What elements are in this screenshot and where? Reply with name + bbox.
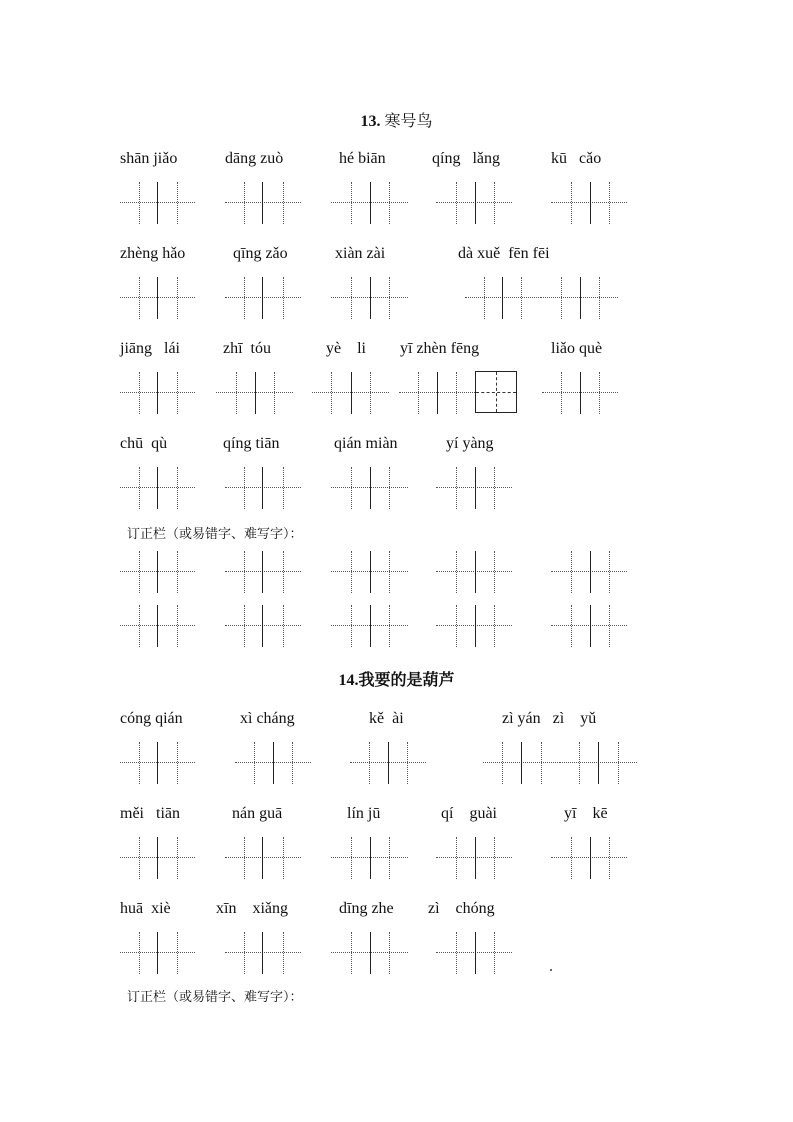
grid-dotted-guide [369, 742, 370, 784]
grid-dotted-guide [283, 605, 284, 647]
grid-dotted-guide [571, 837, 572, 879]
grid-dotted-guide [283, 551, 284, 593]
writing-grid[interactable] [551, 837, 627, 879]
grid-dotted-guide [177, 837, 178, 879]
grid-dotted-guide [177, 467, 178, 509]
writing-grid[interactable] [120, 742, 195, 784]
grid-solid-divider [157, 372, 158, 414]
grid-dotted-guide [351, 277, 352, 319]
writing-grid[interactable] [120, 932, 195, 974]
writing-grid[interactable] [331, 182, 408, 224]
grid-dotted-guide [494, 551, 495, 593]
grid-dotted-baseline [225, 625, 301, 626]
grid-solid-divider [437, 372, 438, 414]
writing-grid[interactable] [436, 467, 512, 509]
grid-solid-divider [157, 277, 158, 319]
grid-dotted-guide [571, 551, 572, 593]
grid-dotted-guide [139, 932, 140, 974]
grid-solid-divider [388, 742, 389, 784]
grid-solid-divider [580, 277, 581, 319]
grid-solid-divider [370, 551, 371, 593]
writing-grid[interactable] [436, 932, 512, 974]
grid-dotted-guide [609, 837, 610, 879]
pinyin-word: měi tiān [120, 805, 180, 822]
grid-solid-divider [590, 551, 591, 593]
grid-dotted-guide [177, 372, 178, 414]
pinyin-word: dāng zuò [225, 150, 284, 167]
grid-dotted-guide [541, 742, 542, 784]
grid-dotted-guide [283, 277, 284, 319]
grid-solid-divider [475, 837, 476, 879]
writing-grid[interactable] [399, 372, 475, 414]
grid-solid-divider [598, 742, 599, 784]
correction-label: 订正栏（或易错字、难写字）： [127, 527, 303, 542]
writing-grid[interactable] [551, 182, 627, 224]
writing-grid[interactable] [120, 551, 195, 593]
pinyin-word: dà xuě fēn fēi [458, 245, 550, 262]
grid-dotted-guide [139, 467, 140, 509]
grid-solid-divider [580, 372, 581, 414]
grid-dotted-guide [283, 932, 284, 974]
grid-solid-divider [273, 742, 274, 784]
grid-dotted-guide [236, 372, 237, 414]
pinyin-word: yè li [326, 340, 366, 357]
lesson-13-name: 寒号鸟 [384, 113, 433, 130]
pinyin-word: qián miàn [334, 435, 398, 452]
writing-grid[interactable] [225, 932, 301, 974]
grid-dotted-guide [521, 277, 522, 319]
grid-solid-divider [262, 837, 263, 879]
lesson-13-number: 13. [360, 113, 381, 130]
grid-solid-divider [157, 467, 158, 509]
pinyin-word: liǎo què [551, 340, 603, 357]
grid-solid-divider [351, 372, 352, 414]
writing-grid[interactable] [331, 467, 408, 509]
grid-dotted-guide [494, 932, 495, 974]
writing-grid[interactable] [120, 182, 195, 224]
pinyin-word: kū cǎo [551, 150, 602, 167]
grid-dotted-guide [351, 837, 352, 879]
grid-dotted-guide [456, 182, 457, 224]
grid-dotted-baseline [551, 625, 627, 626]
grid-dotted-guide [351, 605, 352, 647]
grid-dotted-guide [177, 742, 178, 784]
grid-dotted-guide [561, 277, 562, 319]
grid-dotted-guide [599, 277, 600, 319]
grid-solid-divider [262, 605, 263, 647]
grid-dotted-guide [579, 742, 580, 784]
grid-solid-divider [590, 837, 591, 879]
writing-grid[interactable] [331, 551, 408, 593]
pinyin-word: qíng tiān [223, 435, 280, 452]
grid-dotted-guide [571, 605, 572, 647]
grid-dotted-guide [370, 372, 371, 414]
writing-grid[interactable] [436, 551, 512, 593]
grid-solid-divider [370, 467, 371, 509]
writing-grid[interactable] [225, 837, 301, 879]
writing-grid[interactable] [225, 277, 301, 319]
writing-grid[interactable] [436, 605, 512, 647]
grid-dotted-guide [139, 372, 140, 414]
grid-dotted-guide [418, 372, 419, 414]
writing-grid[interactable] [551, 605, 627, 647]
pinyin-word: xì cháng [240, 710, 295, 727]
grid-dotted-baseline [436, 952, 512, 953]
grid-dotted-guide [274, 372, 275, 414]
pinyin-word: yī kē [564, 805, 608, 822]
grid-dotted-guide [571, 182, 572, 224]
grid-solid-divider [262, 932, 263, 974]
grid-solid-divider [521, 742, 522, 784]
grid-dotted-guide [139, 837, 140, 879]
grid-dotted-baseline [225, 571, 301, 572]
grid-solid-divider [157, 837, 158, 879]
grid-dotted-guide [139, 551, 140, 593]
grid-dotted-guide [244, 837, 245, 879]
grid-dotted-guide [389, 467, 390, 509]
grid-dotted-guide [389, 605, 390, 647]
grid-dotted-baseline [436, 625, 512, 626]
grid-dotted-baseline [436, 571, 512, 572]
writing-grid[interactable] [436, 837, 512, 879]
grid-dotted-guide [456, 372, 457, 414]
writing-grid[interactable] [235, 742, 311, 784]
grid-solid-divider [475, 605, 476, 647]
writing-grid[interactable] [120, 837, 195, 879]
writing-grid[interactable] [216, 372, 293, 414]
grid-dotted-baseline [225, 857, 301, 858]
grid-solid-divider [157, 605, 158, 647]
writing-grid[interactable] [225, 467, 301, 509]
grid-solid-divider [475, 551, 476, 593]
grid-solid-divider [370, 182, 371, 224]
grid-solid-divider [262, 182, 263, 224]
grid-dotted-guide [139, 182, 140, 224]
pinyin-word: qīng zǎo [233, 245, 288, 262]
grid-dotted-guide [331, 372, 332, 414]
writing-grid[interactable] [225, 182, 301, 224]
writing-grid[interactable] [541, 277, 618, 319]
pinyin-word: nán guā [232, 805, 283, 822]
grid-solid-divider [370, 837, 371, 879]
grid-solid-divider [475, 467, 476, 509]
grid-dotted-guide [139, 742, 140, 784]
pinyin-word: shān jiǎo [120, 150, 178, 167]
grid-dotted-guide [244, 182, 245, 224]
pinyin-word: zhī tóu [223, 340, 271, 357]
grid-dotted-guide [139, 605, 140, 647]
grid-dotted-baseline [436, 487, 512, 488]
writing-grid[interactable] [350, 742, 426, 784]
grid-dotted-guide [177, 605, 178, 647]
grid-dotted-guide [484, 277, 485, 319]
grid-dotted-guide [456, 467, 457, 509]
correction-label: 订正栏（或易错字、难写字）： [127, 990, 303, 1005]
grid-dotted-baseline [225, 297, 301, 298]
grid-dotted-guide [456, 932, 457, 974]
grid-dotted-guide [561, 372, 562, 414]
grid-dotted-baseline [225, 487, 301, 488]
grid-dotted-baseline [551, 202, 627, 203]
pinyin-word: jiāng lái [120, 340, 180, 357]
grid-solid-divider [590, 605, 591, 647]
grid-dotted-guide [283, 837, 284, 879]
grid-dotted-guide [407, 742, 408, 784]
writing-grid[interactable] [225, 551, 301, 593]
pinyin-word: cóng qián [120, 710, 183, 727]
grid-solid-divider [157, 932, 158, 974]
grid-dotted-guide [389, 551, 390, 593]
grid-solid-divider [475, 932, 476, 974]
grid-dotted-baseline [436, 857, 512, 858]
pinyin-word: xiàn zài [335, 245, 386, 262]
pinyin-word: zhèng hǎo [120, 245, 186, 262]
writing-grid[interactable] [483, 742, 560, 784]
writing-grid[interactable] [465, 277, 541, 319]
pinyin-word: zì yán zì yǔ [502, 710, 597, 727]
pinyin-word: dīng zhe [339, 900, 394, 917]
grid-dotted-guide [494, 837, 495, 879]
grid-solid-divider [255, 372, 256, 414]
grid-dotted-guide [502, 742, 503, 784]
grid-dotted-baseline [436, 202, 512, 203]
grid-dotted-guide [389, 837, 390, 879]
writing-grid[interactable] [551, 551, 627, 593]
grid-dotted-guide [351, 932, 352, 974]
grid-dotted-guide [139, 277, 140, 319]
grid-dotted-baseline [225, 202, 301, 203]
grid-dotted-guide [177, 277, 178, 319]
grid-dotted-baseline [465, 297, 541, 298]
grid-dotted-guide [351, 467, 352, 509]
grid-dotted-guide [456, 605, 457, 647]
pinyin-word: yí yàng [446, 435, 494, 452]
grid-solid-divider [157, 182, 158, 224]
grid-dotted-guide [456, 837, 457, 879]
pinyin-word: yī zhèn fēng [400, 340, 480, 357]
grid-dotted-guide [494, 182, 495, 224]
grid-dotted-guide [609, 551, 610, 593]
grid-dotted-guide [254, 742, 255, 784]
pinyin-word: xīn xiǎng [216, 900, 288, 917]
grid-dotted-guide [177, 932, 178, 974]
writing-grid[interactable] [542, 372, 618, 414]
grid-solid-divider [262, 551, 263, 593]
lesson-14-title: 14.我要的是葫芦 [338, 672, 455, 689]
grid-solid-divider [262, 467, 263, 509]
grid-dotted-guide [292, 742, 293, 784]
grid-solid-divider [370, 932, 371, 974]
grid-dotted-guide [456, 551, 457, 593]
pinyin-word: hé biān [339, 150, 386, 167]
grid-dotted-guide [599, 372, 600, 414]
grid-solid-divider [370, 605, 371, 647]
practice-box[interactable] [475, 371, 517, 413]
grid-dotted-guide [244, 467, 245, 509]
grid-dotted-baseline [225, 952, 301, 953]
box-midline [496, 372, 497, 412]
lesson-13-title [0, 108, 793, 131]
writing-grid[interactable] [331, 932, 408, 974]
grid-solid-divider [475, 182, 476, 224]
writing-grid[interactable] [120, 277, 195, 319]
grid-dotted-baseline [551, 857, 627, 858]
pinyin-word: lín jū [347, 805, 381, 822]
writing-grid[interactable] [120, 605, 195, 647]
grid-dotted-guide [177, 182, 178, 224]
pinyin-word: qíng lǎng [432, 150, 500, 167]
grid-dotted-guide [494, 605, 495, 647]
pinyin-word: chū qù [120, 435, 168, 452]
grid-dotted-guide [244, 605, 245, 647]
grid-solid-divider [502, 277, 503, 319]
grid-dotted-guide [389, 932, 390, 974]
grid-dotted-guide [609, 182, 610, 224]
pinyin-word: qí guài [441, 805, 497, 822]
grid-solid-divider [370, 277, 371, 319]
grid-dotted-guide [351, 182, 352, 224]
grid-dotted-guide [389, 182, 390, 224]
writing-grid[interactable] [331, 605, 408, 647]
grid-dotted-guide [283, 182, 284, 224]
writing-grid[interactable] [120, 467, 195, 509]
grid-dotted-guide [351, 551, 352, 593]
writing-grid[interactable] [560, 742, 637, 784]
grid-dotted-guide [244, 277, 245, 319]
grid-dotted-guide [494, 467, 495, 509]
writing-grid[interactable] [120, 372, 195, 414]
writing-grid[interactable] [436, 182, 512, 224]
grid-dotted-guide [389, 277, 390, 319]
grid-solid-divider [590, 182, 591, 224]
grid-dotted-baseline [551, 571, 627, 572]
writing-grid[interactable] [225, 605, 301, 647]
grid-dotted-guide [244, 551, 245, 593]
grid-solid-divider [262, 277, 263, 319]
grid-dotted-guide [618, 742, 619, 784]
grid-dotted-guide [609, 605, 610, 647]
pinyin-word: kě ài [369, 710, 404, 727]
grid-solid-divider [157, 742, 158, 784]
pinyin-word: zì chóng [428, 900, 495, 917]
stray-mark [550, 969, 552, 971]
writing-grid[interactable] [331, 277, 408, 319]
writing-grid[interactable] [331, 837, 408, 879]
writing-grid[interactable] [312, 372, 389, 414]
grid-solid-divider [157, 551, 158, 593]
grid-dotted-guide [283, 467, 284, 509]
grid-dotted-guide [177, 551, 178, 593]
pinyin-word: huā xiè [120, 900, 171, 917]
grid-dotted-guide [244, 932, 245, 974]
